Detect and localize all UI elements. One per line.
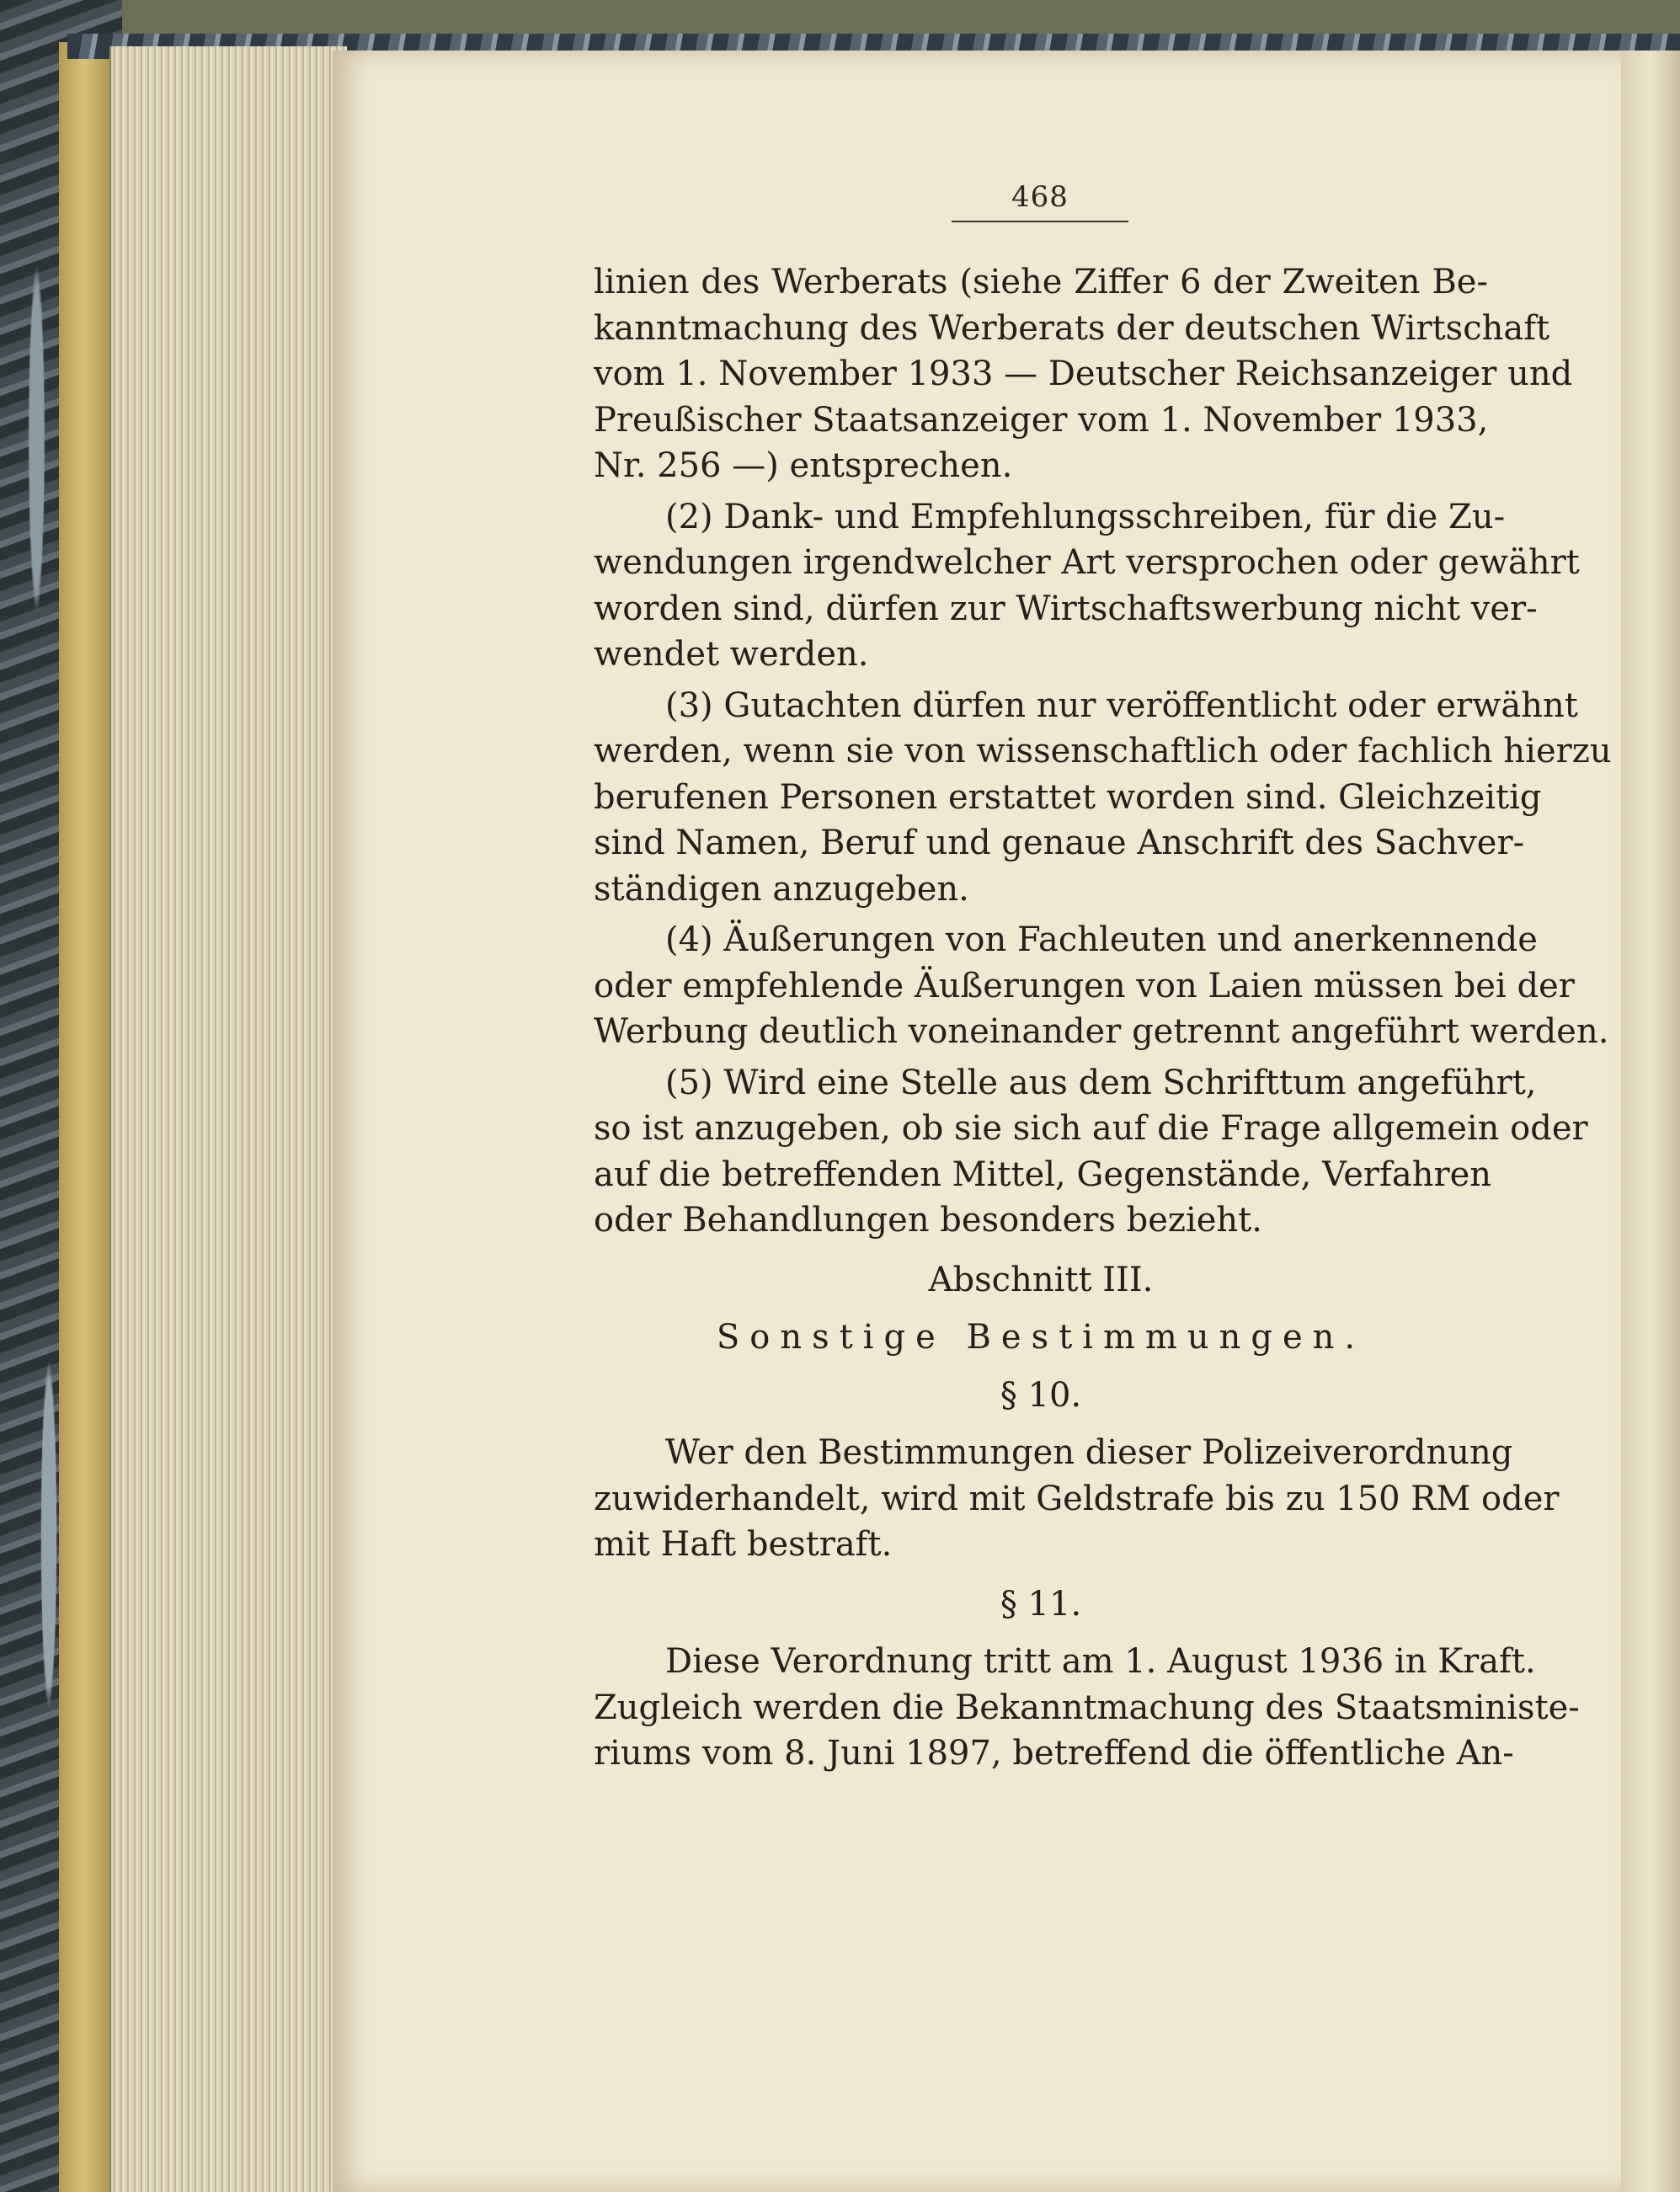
text-line: (3) Gutachten dürfen nur veröffentlicht oder erwähnt xyxy=(665,685,1578,725)
text-line: kanntmachung des Werberats der deutschen Wirtschaft xyxy=(594,308,1550,348)
text-line: wendet werden. xyxy=(594,635,869,674)
section-heading: Abschnitt III. xyxy=(928,1260,1154,1299)
facing-page-edge xyxy=(1621,51,1680,2192)
text-line: so ist anzugeben, ob sie sich auf die Frage allgemein oder xyxy=(594,1109,1588,1148)
text-line: (2) Dank- und Empfehlungsschreiben, für die Zu- xyxy=(665,497,1506,536)
text-line: berufenen Personen erstattet worden sind. Gleichzeitig xyxy=(594,777,1542,817)
text-line: Nr. 256 —) entsprechen. xyxy=(594,446,1013,485)
page-body-text xyxy=(594,259,1612,1782)
header-rule xyxy=(952,221,1128,222)
text-line: Wer den Bestimmungen dieser Polizeiverordnung xyxy=(665,1433,1513,1472)
text-line: (5) Wird eine Stelle aus dem Schrifttum angeführt, xyxy=(665,1063,1537,1102)
text-line: werden, wenn sie von wissenschaftlich oder fachlich hierzu xyxy=(594,732,1612,771)
text-line: oder empfehlende Äußerungen von Laien müssen bei der xyxy=(594,966,1575,1005)
page-number: 468 xyxy=(1011,180,1069,214)
text-line: auf die betreffenden Mittel, Gegenstände, Verfahren xyxy=(594,1155,1492,1194)
paragraph-gap xyxy=(594,1244,1488,1249)
paragraph-gap xyxy=(594,1568,1488,1573)
page-stack-edges xyxy=(109,46,347,2192)
text-line: (4) Äußerungen von Fachleuten und anerkennende xyxy=(665,920,1538,959)
text-line: riums vom 8. Juni 1897, betreffend die öffentliche An- xyxy=(594,1734,1514,1773)
text-line: Preußischer Staatsanzeiger vom 1. November 1933, xyxy=(594,400,1489,440)
text-line: Diese Verordnung tritt am 1. August 1936 in Kraft. xyxy=(665,1642,1536,1681)
text-line: vom 1. November 1933 — Deutscher Reichsanzeiger und xyxy=(594,355,1573,393)
text-line: mit Haft bestraft. xyxy=(594,1525,893,1564)
text-line: linien des Werberats (siehe Ziffer 6 der Zweiten Be- xyxy=(594,263,1488,301)
text-line: sind Namen, Beruf und genaue Anschrift des Sachver- xyxy=(594,824,1525,862)
paragraph-gap xyxy=(594,1777,1488,1782)
text-line: oder Behandlungen besonders bezieht. xyxy=(594,1201,1262,1240)
section-heading: § 11. xyxy=(1000,1584,1082,1624)
text-line: worden sind, dürfen zur Wirtschaftswerbung nicht ver- xyxy=(594,589,1538,628)
text-line: wendungen irgendwelcher Art versprochen oder gewährt xyxy=(594,543,1580,582)
text-line: Werbung deutlich voneinander getrennt angeführt werden. xyxy=(594,1012,1609,1051)
section-heading: § 10. xyxy=(1000,1375,1082,1415)
text-line: zuwiderhandelt, wird mit Geldstrafe bis zu 150 RM oder xyxy=(594,1479,1560,1518)
text-line: Zugleich werden die Bekanntmachung des Staatsministe- xyxy=(594,1688,1580,1727)
section-subtitle: Sonstige Bestimmungen. xyxy=(716,1318,1366,1357)
text-line: ständigen anzugeben. xyxy=(594,869,969,909)
